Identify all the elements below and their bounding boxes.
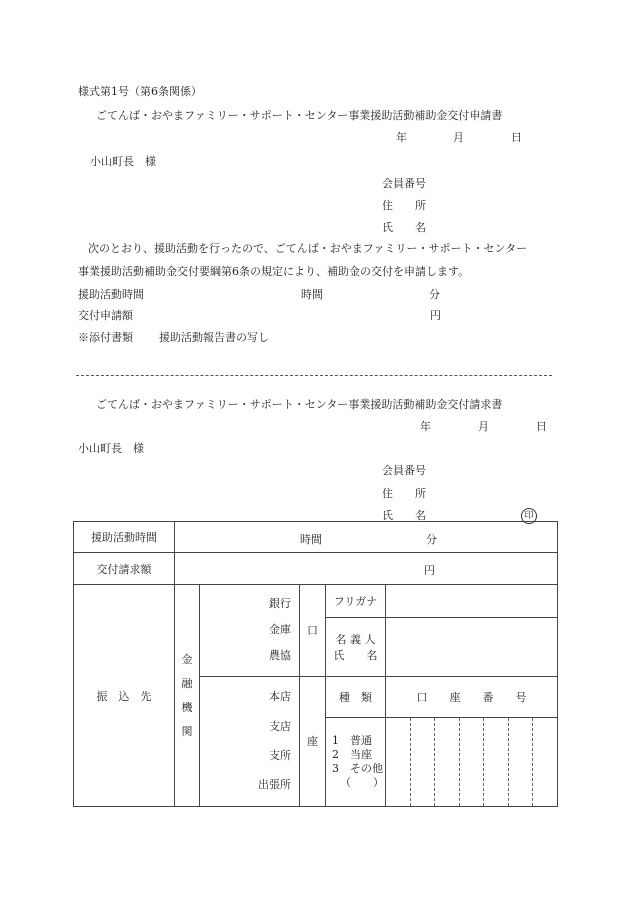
financial-institution-vertical-label (175, 585, 200, 807)
request-date-day: 日 (536, 420, 547, 433)
account-holder-field[interactable] (386, 618, 558, 676)
form-number: 様式第1号（第6条関係） (78, 85, 202, 98)
request-date-year: 年 (420, 420, 431, 433)
account-number-label: 口 座 番 号 (386, 676, 558, 717)
application-body-line2: 事業援助活動補助金交付要綱第6条の規定により、補助金の交付を申請します。 (78, 265, 470, 278)
branch-type-option: 本店 (269, 690, 291, 704)
application-body-line1: 次のとおり、援助活動を行ったので、ごてんば・おやまファミリー・サポート・センター (88, 242, 528, 255)
application-date-month: 月 (453, 131, 464, 144)
application-yen-unit: 円 (430, 309, 441, 322)
fi-char: 機 (181, 700, 193, 714)
table-amount-label: 交付請求額 (74, 553, 175, 585)
request-addressee: 小山町長 様 (78, 442, 144, 455)
account-number-digit-grid (386, 718, 557, 806)
cut-line-divider (76, 375, 552, 376)
fi-char: 関 (181, 724, 193, 738)
branch-type-option: 出張所 (258, 778, 291, 792)
account-holder-label (326, 618, 386, 676)
account-type-option: （ ） (340, 775, 384, 789)
table-amount-value[interactable] (175, 553, 558, 585)
institution-type-lower-cell[interactable] (200, 676, 300, 806)
account-type-label: 種 類 (326, 676, 386, 717)
account-digit-box[interactable] (386, 718, 411, 806)
application-name-label: 氏 名 (382, 221, 426, 234)
institution-type-upper-cell[interactable] (200, 585, 300, 676)
activity-time-label: 援助活動時間 (78, 288, 144, 301)
furigana-row (74, 585, 558, 618)
activity-hours-unit: 時間 (301, 288, 323, 301)
activity-time-row (74, 522, 558, 553)
account-type-options[interactable] (326, 717, 386, 806)
attachment-value: 援助活動報告書の写し (159, 331, 269, 344)
attachment-label: ※添付書類 (78, 331, 133, 344)
application-date-day: 日 (511, 131, 522, 144)
account-char-upper: 口 (300, 585, 326, 676)
account-type-option: 3 その他 (332, 761, 383, 775)
account-digit-box[interactable] (533, 718, 557, 806)
activity-minutes-unit: 分 (429, 288, 440, 301)
branch-type-option: 支所 (269, 748, 291, 762)
account-digit-box[interactable] (484, 718, 509, 806)
institution-type-option: 銀行 (269, 597, 291, 611)
request-title: ごてんば・おやまファミリー・サポート・センター事業援助活動補助金交付請求書 (96, 398, 503, 411)
account-digit-box[interactable] (460, 718, 485, 806)
amount-row (74, 553, 558, 585)
request-name-label: 氏 名 (382, 509, 426, 522)
application-title: ごてんば・おやまファミリー・サポート・センター事業援助活動補助金交付申請書 (96, 109, 503, 122)
table-activity-time-value[interactable] (175, 522, 558, 553)
account-char-lower: 座 (300, 676, 326, 806)
application-addressee: 小山町長 様 (90, 155, 156, 168)
account-number-field[interactable] (386, 717, 558, 806)
account-type-option: 1 普通 (332, 733, 372, 747)
furigana-field[interactable] (386, 585, 558, 618)
furigana-label: フリガナ (326, 585, 386, 618)
application-member-no-label: 会員番号 (382, 177, 426, 190)
table-yen-unit: 円 (424, 564, 435, 578)
account-digit-box[interactable] (435, 718, 460, 806)
holder-label-line1: 名 義 人 (335, 632, 376, 646)
institution-type-option: 農協 (269, 649, 291, 663)
table-activity-time-label: 援助活動時間 (74, 522, 175, 553)
seal-mark-icon: 印 (521, 508, 537, 524)
account-type-option: 2 当座 (332, 747, 372, 761)
fi-char: 金 (181, 652, 193, 666)
table-minutes-unit: 分 (426, 533, 437, 546)
fi-char: 融 (181, 676, 193, 690)
institution-type-option: 金庫 (269, 623, 291, 637)
request-table (73, 521, 558, 807)
account-digit-box[interactable] (411, 718, 436, 806)
transfer-destination-label: 振 込 先 (74, 585, 175, 807)
holder-label-line2: 氏 名 (333, 648, 378, 662)
application-date-year: 年 (396, 131, 407, 144)
application-address-label: 住 所 (382, 199, 426, 212)
account-digit-box[interactable] (509, 718, 534, 806)
branch-type-option: 支店 (269, 719, 291, 733)
table-hours-unit: 時間 (300, 533, 322, 546)
request-address-label: 住 所 (382, 487, 426, 500)
request-date-month: 月 (478, 420, 489, 433)
request-member-no-label: 会員番号 (382, 464, 426, 477)
application-amount-label: 交付申請額 (78, 309, 133, 322)
